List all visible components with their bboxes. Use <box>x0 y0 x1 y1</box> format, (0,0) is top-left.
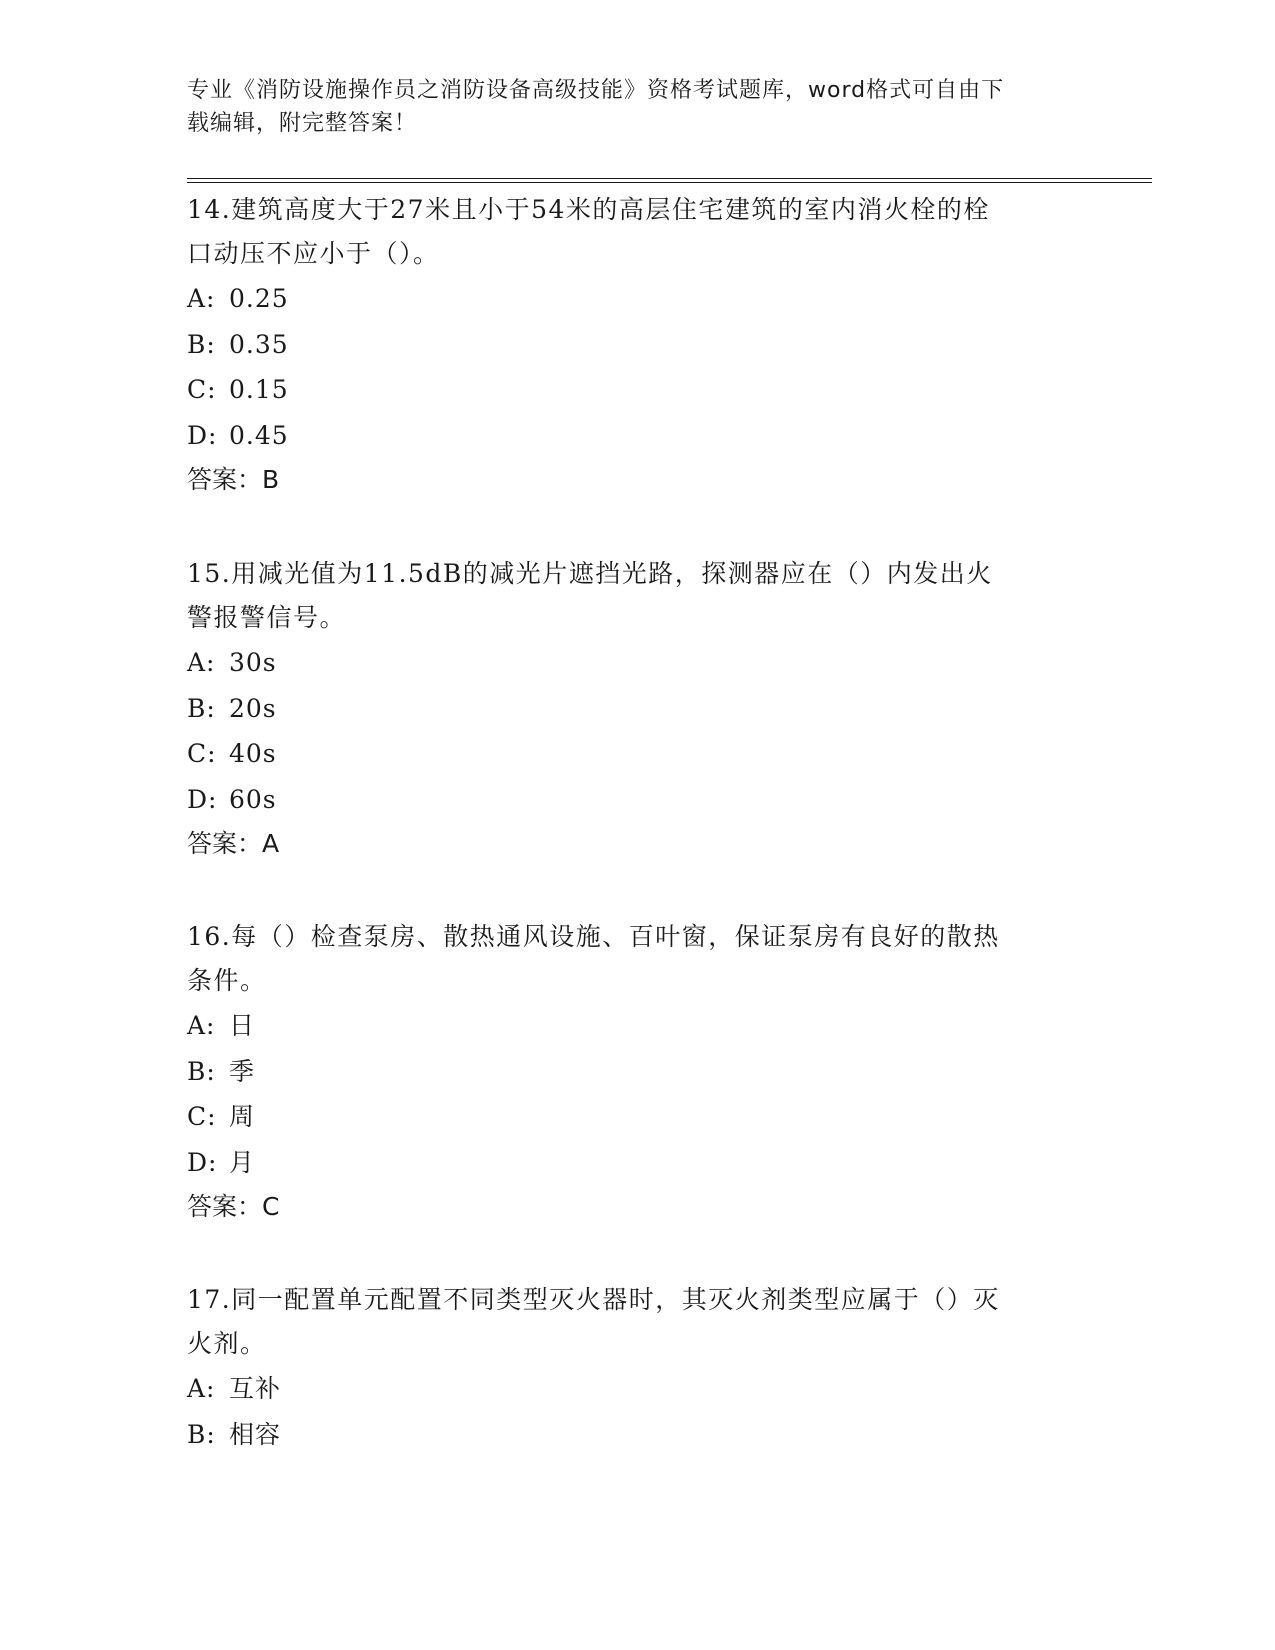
question-stem-line-2: 口动压不应小于（）。 <box>187 239 440 268</box>
question-stem-line-1: 14.建筑高度大于27米且小于54米的高层住宅建筑的室内消火栓的栓 <box>187 195 990 224</box>
option-label: C: <box>187 739 217 768</box>
option-label: B: <box>187 693 216 723</box>
option-text: 日 <box>229 1011 256 1040</box>
document-header <box>187 74 1067 140</box>
header-line-2: 载编辑，附完整答案！ <box>187 111 418 136</box>
header-line-1: 专业《消防设施操作员之消防设备高级技能》资格考试题库，word格式可自由下 <box>187 78 1005 103</box>
option-label: A: <box>187 648 216 677</box>
option-a <box>187 1366 1087 1412</box>
question-stem <box>187 188 1087 276</box>
answer-line: 答案：A <box>187 829 280 858</box>
question-stem <box>187 915 1087 1003</box>
option-text: 季 <box>229 1056 256 1086</box>
option-text: 月 <box>229 1147 256 1177</box>
option-text: 0.25 <box>229 284 289 313</box>
option-b <box>187 1412 1087 1458</box>
option-label: B: <box>187 1056 216 1086</box>
option-d <box>187 413 1087 459</box>
option-label: B: <box>187 329 216 359</box>
option-b <box>187 1049 1087 1095</box>
answer-line: 答案：B <box>187 465 280 494</box>
option-d <box>187 777 1087 823</box>
option-b <box>187 322 1087 368</box>
option-label: B: <box>187 1419 216 1449</box>
option-text: 相容 <box>229 1419 282 1449</box>
option-text: 0.45 <box>229 420 289 450</box>
option-c <box>187 731 1087 777</box>
option-label: A: <box>187 1011 216 1040</box>
option-d <box>187 1140 1087 1186</box>
question-stem-line-2: 警报警信号。 <box>187 603 347 632</box>
option-text: 互补 <box>229 1374 282 1403</box>
question-16 <box>187 915 1087 1229</box>
question-stem-line-2: 火剂。 <box>187 1329 267 1358</box>
option-text: 20s <box>229 693 277 723</box>
option-label: D: <box>187 420 218 450</box>
header-divider-top <box>187 178 1152 179</box>
header-divider-bottom <box>187 182 1152 183</box>
option-label: C: <box>187 375 217 404</box>
option-label: D: <box>187 784 218 814</box>
question-17 <box>187 1278 1087 1457</box>
answer-line: 答案：C <box>187 1192 280 1221</box>
option-label: D: <box>187 1147 218 1177</box>
question-stem <box>187 552 1087 640</box>
question-stem <box>187 1278 1087 1366</box>
question-stem-line-1: 17.同一配置单元配置不同类型灭火器时，其灭火剂类型应属于（）灭 <box>187 1285 1000 1314</box>
option-c <box>187 367 1087 413</box>
option-text: 0.35 <box>229 329 289 359</box>
option-b <box>187 686 1087 732</box>
option-text: 40s <box>229 739 277 768</box>
option-text: 周 <box>229 1102 256 1131</box>
option-text: 0.15 <box>229 375 289 404</box>
option-label: A: <box>187 1374 216 1403</box>
question-stem-line-1: 15.用减光值为11.5dB的减光片遮挡光路，探测器应在（）内发出火 <box>187 559 993 588</box>
option-label: A: <box>187 284 216 313</box>
option-a <box>187 276 1087 322</box>
question-stem-line-1: 16.每（）检查泵房、散热通风设施、百叶窗，保证泵房有良好的散热 <box>187 922 1000 951</box>
option-label: C: <box>187 1102 217 1131</box>
option-text: 30s <box>229 648 277 677</box>
question-stem-line-2: 条件。 <box>187 966 267 995</box>
question-15 <box>187 552 1087 866</box>
question-14 <box>187 188 1087 502</box>
option-c <box>187 1094 1087 1140</box>
option-a <box>187 640 1087 686</box>
option-a <box>187 1003 1087 1049</box>
option-text: 60s <box>229 784 277 814</box>
